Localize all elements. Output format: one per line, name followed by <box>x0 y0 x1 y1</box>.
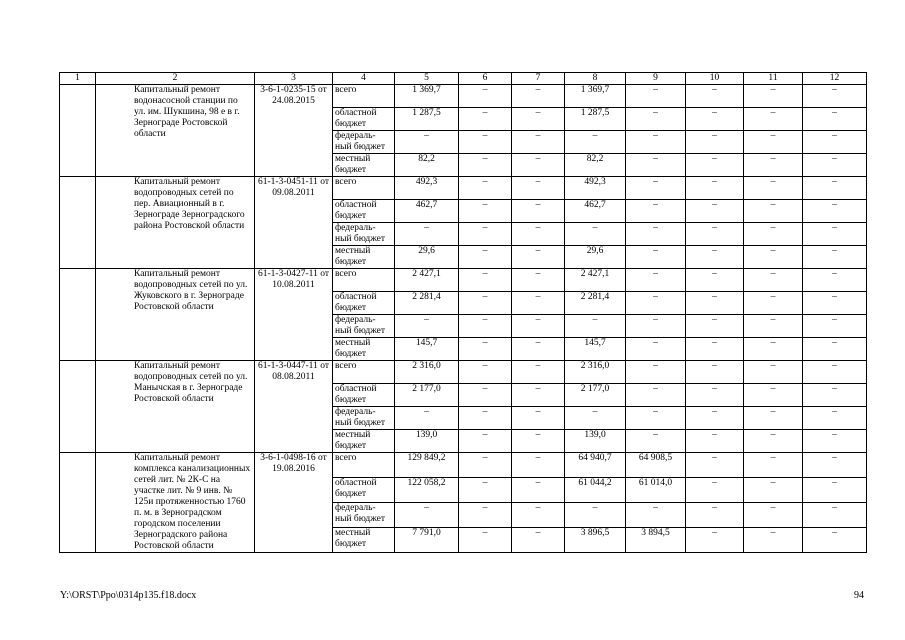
amount-cell-c11: – <box>744 430 803 453</box>
amount-cell-c6: – <box>459 338 512 361</box>
row-number-cell <box>60 269 96 361</box>
header-cell-1: 1 <box>60 73 96 85</box>
amount-cell-c9: – <box>626 407 686 430</box>
amount-cell-c9: – <box>626 131 686 154</box>
amount-cell-c8: 61 044,2 <box>565 478 626 503</box>
amount-cell-c9: – <box>626 315 686 338</box>
amount-cell-c10: – <box>686 108 744 131</box>
page-number: 94 <box>854 590 864 601</box>
amount-cell-c7: – <box>512 384 565 407</box>
funding-source-cell: всего <box>333 85 395 108</box>
amount-cell-c8: 145,7 <box>565 338 626 361</box>
header-cell-4: 4 <box>333 73 395 85</box>
amount-cell-c7: – <box>512 131 565 154</box>
amount-cell-c10: – <box>686 246 744 269</box>
row-number-cell <box>60 453 96 553</box>
amount-cell-c10: – <box>686 269 744 292</box>
amount-cell-c11: – <box>744 292 803 315</box>
amount-cell-c6: – <box>459 246 512 269</box>
amount-cell-c10: – <box>686 338 744 361</box>
amount-cell-c9: – <box>626 223 686 246</box>
amount-cell-c9: – <box>626 246 686 269</box>
header-cell-7: 7 <box>512 73 565 85</box>
amount-cell-c11: – <box>744 528 803 553</box>
amount-cell-c6: – <box>459 292 512 315</box>
header-cell-12: 12 <box>803 73 867 85</box>
funding-source-cell: всего <box>333 453 395 478</box>
funding-source-cell: местный бюджет <box>333 246 395 269</box>
amount-cell-c5: 122 058,2 <box>395 478 459 503</box>
amount-cell-c6: – <box>459 108 512 131</box>
amount-cell-c8: – <box>565 407 626 430</box>
funding-source-cell: областной бюджет <box>333 200 395 223</box>
amount-cell-c7: – <box>512 338 565 361</box>
funding-source-cell: федераль-ный бюджет <box>333 131 395 154</box>
funding-source-cell: местный бюджет <box>333 154 395 177</box>
amount-cell-c8: 2 427,1 <box>565 269 626 292</box>
amount-cell-c10: – <box>686 384 744 407</box>
amount-cell-c5: 82,2 <box>395 154 459 177</box>
amount-cell-c12: – <box>803 85 867 108</box>
amount-cell-c7: – <box>512 430 565 453</box>
amount-cell-c8: 1 369,7 <box>565 85 626 108</box>
amount-cell-c12: – <box>803 453 867 478</box>
amount-cell-c12: – <box>803 315 867 338</box>
amount-cell-c12: – <box>803 246 867 269</box>
amount-cell-c5: 2 316,0 <box>395 361 459 384</box>
amount-cell-c5: 2 177,0 <box>395 384 459 407</box>
amount-cell-c8: 2 316,0 <box>565 361 626 384</box>
amount-cell-c12: – <box>803 200 867 223</box>
amount-cell-c5: 1 287,5 <box>395 108 459 131</box>
row-number-cell <box>60 177 96 269</box>
amount-cell-c6: – <box>459 361 512 384</box>
amount-cell-c8: 2 281,4 <box>565 292 626 315</box>
header-cell-9: 9 <box>626 73 686 85</box>
amount-cell-c5: – <box>395 131 459 154</box>
amount-cell-c7: – <box>512 407 565 430</box>
amount-cell-c5: – <box>395 503 459 528</box>
amount-cell-c7: – <box>512 223 565 246</box>
amount-cell-c9: – <box>626 361 686 384</box>
amount-cell-c8: 2 177,0 <box>565 384 626 407</box>
funding-source-cell: всего <box>333 361 395 384</box>
amount-cell-c12: – <box>803 361 867 384</box>
amount-cell-c12: – <box>803 131 867 154</box>
amount-cell-c9: – <box>626 269 686 292</box>
amount-cell-c12: – <box>803 269 867 292</box>
funding-source-cell: федераль-ный бюджет <box>333 407 395 430</box>
amount-cell-c5: 2 281,4 <box>395 292 459 315</box>
amount-cell-c5: 29,6 <box>395 246 459 269</box>
amount-cell-c6: – <box>459 430 512 453</box>
amount-cell-c6: – <box>459 85 512 108</box>
amount-cell-c11: – <box>744 177 803 200</box>
amount-cell-c10: – <box>686 85 744 108</box>
header-cell-2: 2 <box>96 73 255 85</box>
header-cell-8: 8 <box>565 73 626 85</box>
amount-cell-c12: – <box>803 154 867 177</box>
funding-source-cell: областной бюджет <box>333 108 395 131</box>
header-cell-11: 11 <box>744 73 803 85</box>
object-name-cell: Капитальный ремонт водопроводных сетей по пер. Авиационный в г. Зернограде Зерноградского района Ростовской области <box>96 177 255 269</box>
amount-cell-c5: – <box>395 407 459 430</box>
object-name-cell: Капитальный ремонт водопроводных сетей по ул. Манычская в г. Зернограде Ростовской области <box>96 361 255 453</box>
amount-cell-c7: – <box>512 85 565 108</box>
budget-table <box>59 72 867 553</box>
funding-source-cell: областной бюджет <box>333 384 395 407</box>
amount-cell-c7: – <box>512 108 565 131</box>
amount-cell-c7: – <box>512 453 565 478</box>
amount-cell-c9: – <box>626 292 686 315</box>
amount-cell-c7: – <box>512 154 565 177</box>
funding-source-cell: местный бюджет <box>333 430 395 453</box>
amount-cell-c8: – <box>565 315 626 338</box>
amount-cell-c9: 3 894,5 <box>626 528 686 553</box>
amount-cell-c11: – <box>744 338 803 361</box>
amount-cell-c10: – <box>686 154 744 177</box>
amount-cell-c7: – <box>512 528 565 553</box>
amount-cell-c9: – <box>626 338 686 361</box>
amount-cell-c6: – <box>459 177 512 200</box>
amount-cell-c9: – <box>626 200 686 223</box>
funding-source-cell: всего <box>333 269 395 292</box>
amount-cell-c10: – <box>686 407 744 430</box>
funding-source-cell: федераль-ный бюджет <box>333 223 395 246</box>
amount-cell-c8: – <box>565 131 626 154</box>
amount-cell-c7: – <box>512 361 565 384</box>
amount-cell-c8: 462,7 <box>565 200 626 223</box>
amount-cell-c11: – <box>744 361 803 384</box>
funding-source-cell: всего <box>333 177 395 200</box>
amount-cell-c10: – <box>686 200 744 223</box>
amount-cell-c12: – <box>803 292 867 315</box>
amount-cell-c5: 1 369,7 <box>395 85 459 108</box>
amount-cell-c6: – <box>459 269 512 292</box>
amount-cell-c11: – <box>744 108 803 131</box>
amount-cell-c6: – <box>459 200 512 223</box>
amount-cell-c12: – <box>803 108 867 131</box>
registration-number-cell: 61-1-3-0451-11 от 09.08.2011 <box>255 177 333 269</box>
amount-cell-c6: – <box>459 384 512 407</box>
amount-cell-c6: – <box>459 453 512 478</box>
amount-cell-c8: 3 896,5 <box>565 528 626 553</box>
registration-number-cell: 61-1-3-0427-11 от 10.08.2011 <box>255 269 333 361</box>
registration-number-cell: 3-6-1-0235-15 от 24.08.2015 <box>255 85 333 177</box>
amount-cell-c12: – <box>803 384 867 407</box>
amount-cell-c10: – <box>686 503 744 528</box>
registration-number-cell: 3-6-1-0498-16 от 19.08.2016 <box>255 453 333 553</box>
amount-cell-c11: – <box>744 131 803 154</box>
amount-cell-c7: – <box>512 503 565 528</box>
funding-source-cell: федераль-ный бюджет <box>333 503 395 528</box>
amount-cell-c10: – <box>686 292 744 315</box>
amount-cell-c10: – <box>686 223 744 246</box>
amount-cell-c9: 61 014,0 <box>626 478 686 503</box>
table-row <box>60 269 867 292</box>
amount-cell-c9: – <box>626 108 686 131</box>
object-name-cell: Капитальный ремонт водопроводных сетей по ул. Жуковского в г. Зернограде Ростовской области <box>96 269 255 361</box>
amount-cell-c9: – <box>626 85 686 108</box>
amount-cell-c9: – <box>626 384 686 407</box>
amount-cell-c12: – <box>803 430 867 453</box>
amount-cell-c5: 145,7 <box>395 338 459 361</box>
amount-cell-c6: – <box>459 503 512 528</box>
amount-cell-c10: – <box>686 361 744 384</box>
amount-cell-c8: 64 940,7 <box>565 453 626 478</box>
funding-source-cell: местный бюджет <box>333 528 395 553</box>
amount-cell-c5: 7 791,0 <box>395 528 459 553</box>
header-cell-10: 10 <box>686 73 744 85</box>
amount-cell-c11: – <box>744 200 803 223</box>
header-cell-3: 3 <box>255 73 333 85</box>
table-row <box>60 361 867 384</box>
amount-cell-c10: – <box>686 453 744 478</box>
amount-cell-c9: – <box>626 154 686 177</box>
amount-cell-c10: – <box>686 315 744 338</box>
amount-cell-c6: – <box>459 131 512 154</box>
amount-cell-c11: – <box>744 503 803 528</box>
amount-cell-c10: – <box>686 528 744 553</box>
amount-cell-c12: – <box>803 223 867 246</box>
amount-cell-c5: 139,0 <box>395 430 459 453</box>
amount-cell-c5: – <box>395 223 459 246</box>
amount-cell-c6: – <box>459 528 512 553</box>
amount-cell-c8: 29,6 <box>565 246 626 269</box>
row-number-cell <box>60 85 96 177</box>
amount-cell-c5: 129 849,2 <box>395 453 459 478</box>
amount-cell-c6: – <box>459 154 512 177</box>
amount-cell-c6: – <box>459 315 512 338</box>
amount-cell-c8: 82,2 <box>565 154 626 177</box>
header-cell-6: 6 <box>459 73 512 85</box>
amount-cell-c11: – <box>744 478 803 503</box>
amount-cell-c7: – <box>512 177 565 200</box>
amount-cell-c9: – <box>626 503 686 528</box>
amount-cell-c11: – <box>744 246 803 269</box>
table-header-row <box>60 73 867 85</box>
amount-cell-c5: 2 427,1 <box>395 269 459 292</box>
amount-cell-c5: – <box>395 315 459 338</box>
amount-cell-c12: – <box>803 478 867 503</box>
amount-cell-c12: – <box>803 177 867 200</box>
amount-cell-c12: – <box>803 528 867 553</box>
amount-cell-c8: – <box>565 223 626 246</box>
amount-cell-c6: – <box>459 478 512 503</box>
funding-source-cell: областной бюджет <box>333 478 395 503</box>
funding-source-cell: федераль-ный бюджет <box>333 315 395 338</box>
amount-cell-c12: – <box>803 503 867 528</box>
table-row <box>60 453 867 478</box>
amount-cell-c10: – <box>686 177 744 200</box>
amount-cell-c7: – <box>512 292 565 315</box>
amount-cell-c12: – <box>803 407 867 430</box>
registration-number-cell: 61-1-3-0447-11 от 08.08.2011 <box>255 361 333 453</box>
amount-cell-c12: – <box>803 338 867 361</box>
amount-cell-c11: – <box>744 384 803 407</box>
amount-cell-c9: – <box>626 177 686 200</box>
amount-cell-c11: – <box>744 407 803 430</box>
row-number-cell <box>60 361 96 453</box>
funding-source-cell: местный бюджет <box>333 338 395 361</box>
amount-cell-c11: – <box>744 223 803 246</box>
amount-cell-c8: 1 287,5 <box>565 108 626 131</box>
amount-cell-c7: – <box>512 315 565 338</box>
amount-cell-c7: – <box>512 269 565 292</box>
amount-cell-c7: – <box>512 246 565 269</box>
amount-cell-c7: – <box>512 478 565 503</box>
funding-source-cell: областной бюджет <box>333 292 395 315</box>
table-row <box>60 177 867 200</box>
header-cell-5: 5 <box>395 73 459 85</box>
amount-cell-c6: – <box>459 223 512 246</box>
amount-cell-c11: – <box>744 315 803 338</box>
amount-cell-c10: – <box>686 478 744 503</box>
amount-cell-c11: – <box>744 453 803 478</box>
amount-cell-c6: – <box>459 407 512 430</box>
footer-file-path: Y:\ORST\Ppo\0314p135.f18.docx <box>60 590 197 601</box>
amount-cell-c9: – <box>626 430 686 453</box>
amount-cell-c7: – <box>512 200 565 223</box>
amount-cell-c11: – <box>744 154 803 177</box>
object-name-cell: Капитальный ремонт комплекса канализационных сетей лит. № 2К-С на участке лит. № 9 инв. № 125и протяженностью 1760 п. м. в Зерноградском городском поселении Зерноградского района Ростовской области <box>96 453 255 553</box>
amount-cell-c11: – <box>744 85 803 108</box>
object-name-cell: Капитальный ремонт водонасосной станции по ул. им. Шукшина, 98 е в г. Зернограде Ростовской области <box>96 85 255 177</box>
amount-cell-c10: – <box>686 131 744 154</box>
amount-cell-c8: – <box>565 503 626 528</box>
amount-cell-c10: – <box>686 430 744 453</box>
amount-cell-c5: 492,3 <box>395 177 459 200</box>
amount-cell-c8: 492,3 <box>565 177 626 200</box>
table-row <box>60 85 867 108</box>
table-body <box>60 73 867 553</box>
amount-cell-c8: 139,0 <box>565 430 626 453</box>
amount-cell-c11: – <box>744 269 803 292</box>
amount-cell-c5: 462,7 <box>395 200 459 223</box>
amount-cell-c9: 64 908,5 <box>626 453 686 478</box>
